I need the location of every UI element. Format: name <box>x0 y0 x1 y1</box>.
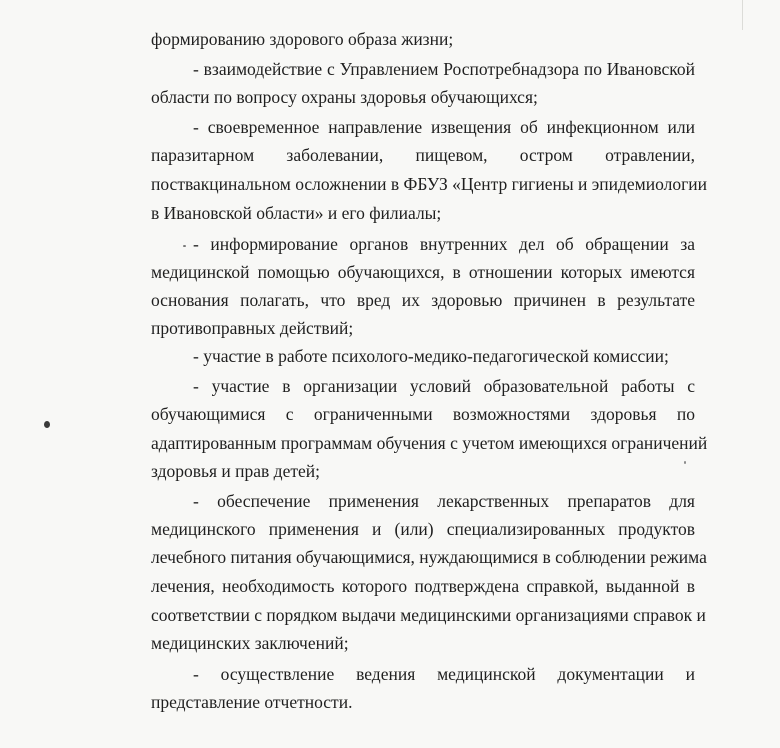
text-line: в Ивановской области» и его филиалы; <box>151 203 442 223</box>
scan-edge-mark <box>742 0 743 30</box>
text-line: соответствии с порядком выдачи медицинскими организациями справок и <box>151 605 706 625</box>
text-line: представление отчетности. <box>151 692 353 712</box>
text-line: медицинских заключений; <box>151 633 349 653</box>
text-line: лечебного питания обучающимися, нуждающимися в соблюдении режима <box>151 547 707 567</box>
text-line: здоровья и прав детей; <box>151 461 320 481</box>
text-line: области по вопросу охраны здоровья обучающихся; <box>151 87 538 107</box>
text-line: - своевременное направление извещения об инфекционном или <box>193 117 695 137</box>
text-line: основания полагать, что вред их здоровью причинен в результате <box>151 290 695 310</box>
text-line: - информирование органов внутренних дел об обращении за <box>193 234 695 254</box>
text-line: - участие в организации условий образовательной работы с <box>193 376 695 396</box>
text-line: поствакцинальном осложнении в ФБУЗ «Центр гигиены и эпидемиологии <box>151 174 707 194</box>
text-line: - взаимодействие с Управлением Роспотребнадзора по Ивановской <box>193 59 695 79</box>
text-line: обучающимися с ограниченными возможностями здоровья по <box>151 404 695 424</box>
text-line: медицинского применения и (или) специализированных продуктов <box>151 519 695 539</box>
text-line: - обеспечение применения лекарственных препаратов для <box>193 491 695 511</box>
text-line: паразитарном заболевании, пищевом, остром отравлении, <box>151 145 695 165</box>
text-line: формированию здорового образа жизни; <box>151 29 454 49</box>
text-line: - участие в работе психолого-медико-педагогической комиссии; <box>193 346 669 366</box>
scan-speck <box>183 245 186 247</box>
text-line: адаптированным программам обучения с учетом имеющихся ограничений <box>151 433 708 453</box>
scan-speck <box>44 421 50 428</box>
text-line: противоправных действий; <box>151 318 354 338</box>
text-line: медицинской помощью обучающихся, в отношении которых имеются <box>151 262 695 282</box>
text-line: - осуществление ведения медицинской документации и <box>193 664 695 684</box>
text-line: лечения, необходимость которого подтверждена справкой, выданной в <box>151 576 695 596</box>
